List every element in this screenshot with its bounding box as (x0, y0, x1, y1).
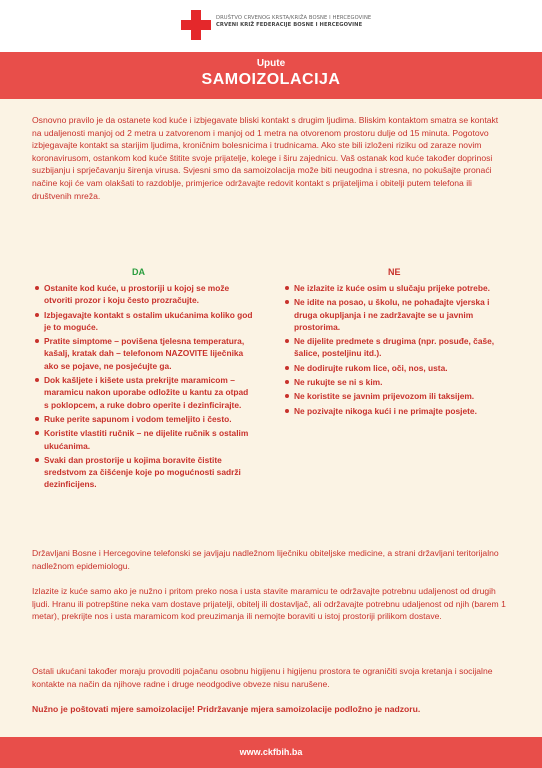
ne-list-item: Ne rukujte se ni s kim. (284, 376, 506, 388)
da-list-item: Pratite simptome – povišena tjelesna temperatura, kašalj, kratak dah – telefonom NAZOVITE liječnika ako se pojave, ne posjećujte ga. (34, 335, 254, 372)
household-paragraph: Ostali ukućani također moraju provoditi pojačanu osobnu higijenu i higijenu prostora te ograničiti svoja kretanja i socijalne kontakte na način da njihove radne i druge neodgodive obveze nisu narušene. (32, 666, 493, 689)
bullet-icon (35, 417, 39, 421)
bullet-icon (35, 339, 39, 343)
website-link[interactable]: www.ckfbih.ba (239, 747, 303, 757)
logo-bar (0, 0, 542, 52)
da-list-item: Dok kašljete i kišete usta prekrijte maramicom – maramicu nakon uporabe odložite u kantu za otpad s poklopcem, a ruke dobro operite i dezinficirajte. (34, 374, 254, 411)
bullet-icon (285, 300, 289, 304)
page-title: SAMOIZOLACIJA (201, 71, 341, 88)
bullet-icon (285, 409, 289, 413)
header-band (0, 52, 542, 99)
ne-list-item: Ne koristite se javnim prijevozom ili taksijem. (284, 390, 506, 402)
bullet-icon (285, 394, 289, 398)
da-list-item: Ostanite kod kuće, u prostoriji u kojoj se može otvoriti prozor i koju često prozračujte. (34, 282, 254, 307)
da-list-item: Koristite vlastiti ručnik – ne dijelite ručnik s ostalim ukućanima. (34, 427, 254, 452)
bullet-icon (35, 378, 39, 382)
bullet-icon (35, 458, 39, 462)
organization-name-line1: DRUŠTVO CRVENOG KRSTA/KRIŽA BOSNE I HERCEGOVINE (216, 15, 372, 21)
bullet-icon (285, 286, 289, 290)
citizens-paragraph: Državljani Bosne i Hercegovine telefonski se javljaju nadležnom liječniku obiteljske medicine, a strani državljani teritorijalno nadležnom epidemiologu. (32, 548, 499, 571)
da-list (34, 282, 254, 493)
organization-name-line2: CRVENI KRIŽ FEDERACIJE BOSNE I HERCEGOVINE (216, 22, 363, 28)
ne-list-item: Ne idite na posao, u školu, ne pohađajte vjerska i druga okupljanja i ne zadržavajte se u javnim prostorima. (284, 296, 506, 333)
bullet-icon (285, 380, 289, 384)
bullet-icon (35, 286, 39, 290)
da-heading: DA (132, 267, 145, 277)
bullet-icon (35, 431, 39, 435)
da-list-item: Svaki dan prostorije u kojima boravite čistite sredstvom za čišćenje koje po mogućnosti sadrži dezinficijens. (34, 454, 254, 491)
ne-heading: NE (388, 267, 401, 277)
closing-notice: Nužno je poštovati mjere samoizolacije! Pridržavanje mjera samoizolacije podložno je nadzoru. (32, 704, 421, 714)
intro-paragraph: Osnovno pravilo je da ostanete kod kuće i izbjegavate bliski kontakt s drugim ljudima. Bliskim kontaktom smatra se kontakt na udaljenosti manjoj od 2 metra u zatvorenom i manjoj od 1 metra na otvorenom prostoru dulje od 15 minuta. Pogotovo izbjegavajte kontakt sa starijim ljudima, kroničnim bolesnicima i trudnicama. Ako ste bili izloženi riziku od zaraze novim koronavirusom, ostankom kod kuće štitite svoje prijatelje, kolege i širu zajednicu. Vaš ostanak kod kuće također doprinosi suzbijanju i sprječavanju širenja virusa. Svjesni smo da samoizolacija može biti neugodna i stresna, no pokušajte pronaći načine koji će vam olakšati to razdoblje, primjerice održavajte redovit kontakt s prijateljima i obitelji putem telefona ili društvenih mreža. (32, 115, 499, 201)
ne-list-item: Ne izlazite iz kuće osim u slučaju prijeke potrebe. (284, 282, 506, 294)
ne-list (284, 282, 506, 419)
red-cross-logo-icon (181, 10, 211, 40)
bullet-icon (35, 313, 39, 317)
leaving-home-paragraph: Izlazite iz kuće samo ako je nužno i pritom preko nosa i usta stavite maramicu te održavajte potrebnu udaljenost od drugih ljudi. Hranu ili potrepštine neka vam dostave prijatelji, obitelj ili dostavljač, ali održavajte potrebnu udaljenost od njih (barem 1 metar), prekrijte nos i usta maramicom kod preuzimanja ili nemojte boraviti u istoj prostoriji prilikom dostave. (32, 586, 506, 622)
content-area (0, 99, 542, 737)
ne-list-item: Ne pozivajte nikoga kući i ne primajte posjete. (284, 405, 506, 417)
da-list-item: Ruke perite sapunom i vodom temeljito i često. (34, 413, 254, 425)
organization-name (216, 15, 371, 29)
bullet-icon (285, 339, 289, 343)
footer (0, 737, 542, 768)
ne-list-item: Ne dijelite predmete s drugima (npr. posuđe, čaše, šalice, posteljinu itd.). (284, 335, 506, 360)
da-list-item: Izbjegavajte kontakt s ostalim ukućanima koliko god je to moguće. (34, 309, 254, 334)
header-subtitle: Upute (256, 58, 286, 69)
ne-list-item: Ne dodirujte rukom lice, oči, nos, usta. (284, 362, 506, 374)
bullet-icon (285, 366, 289, 370)
